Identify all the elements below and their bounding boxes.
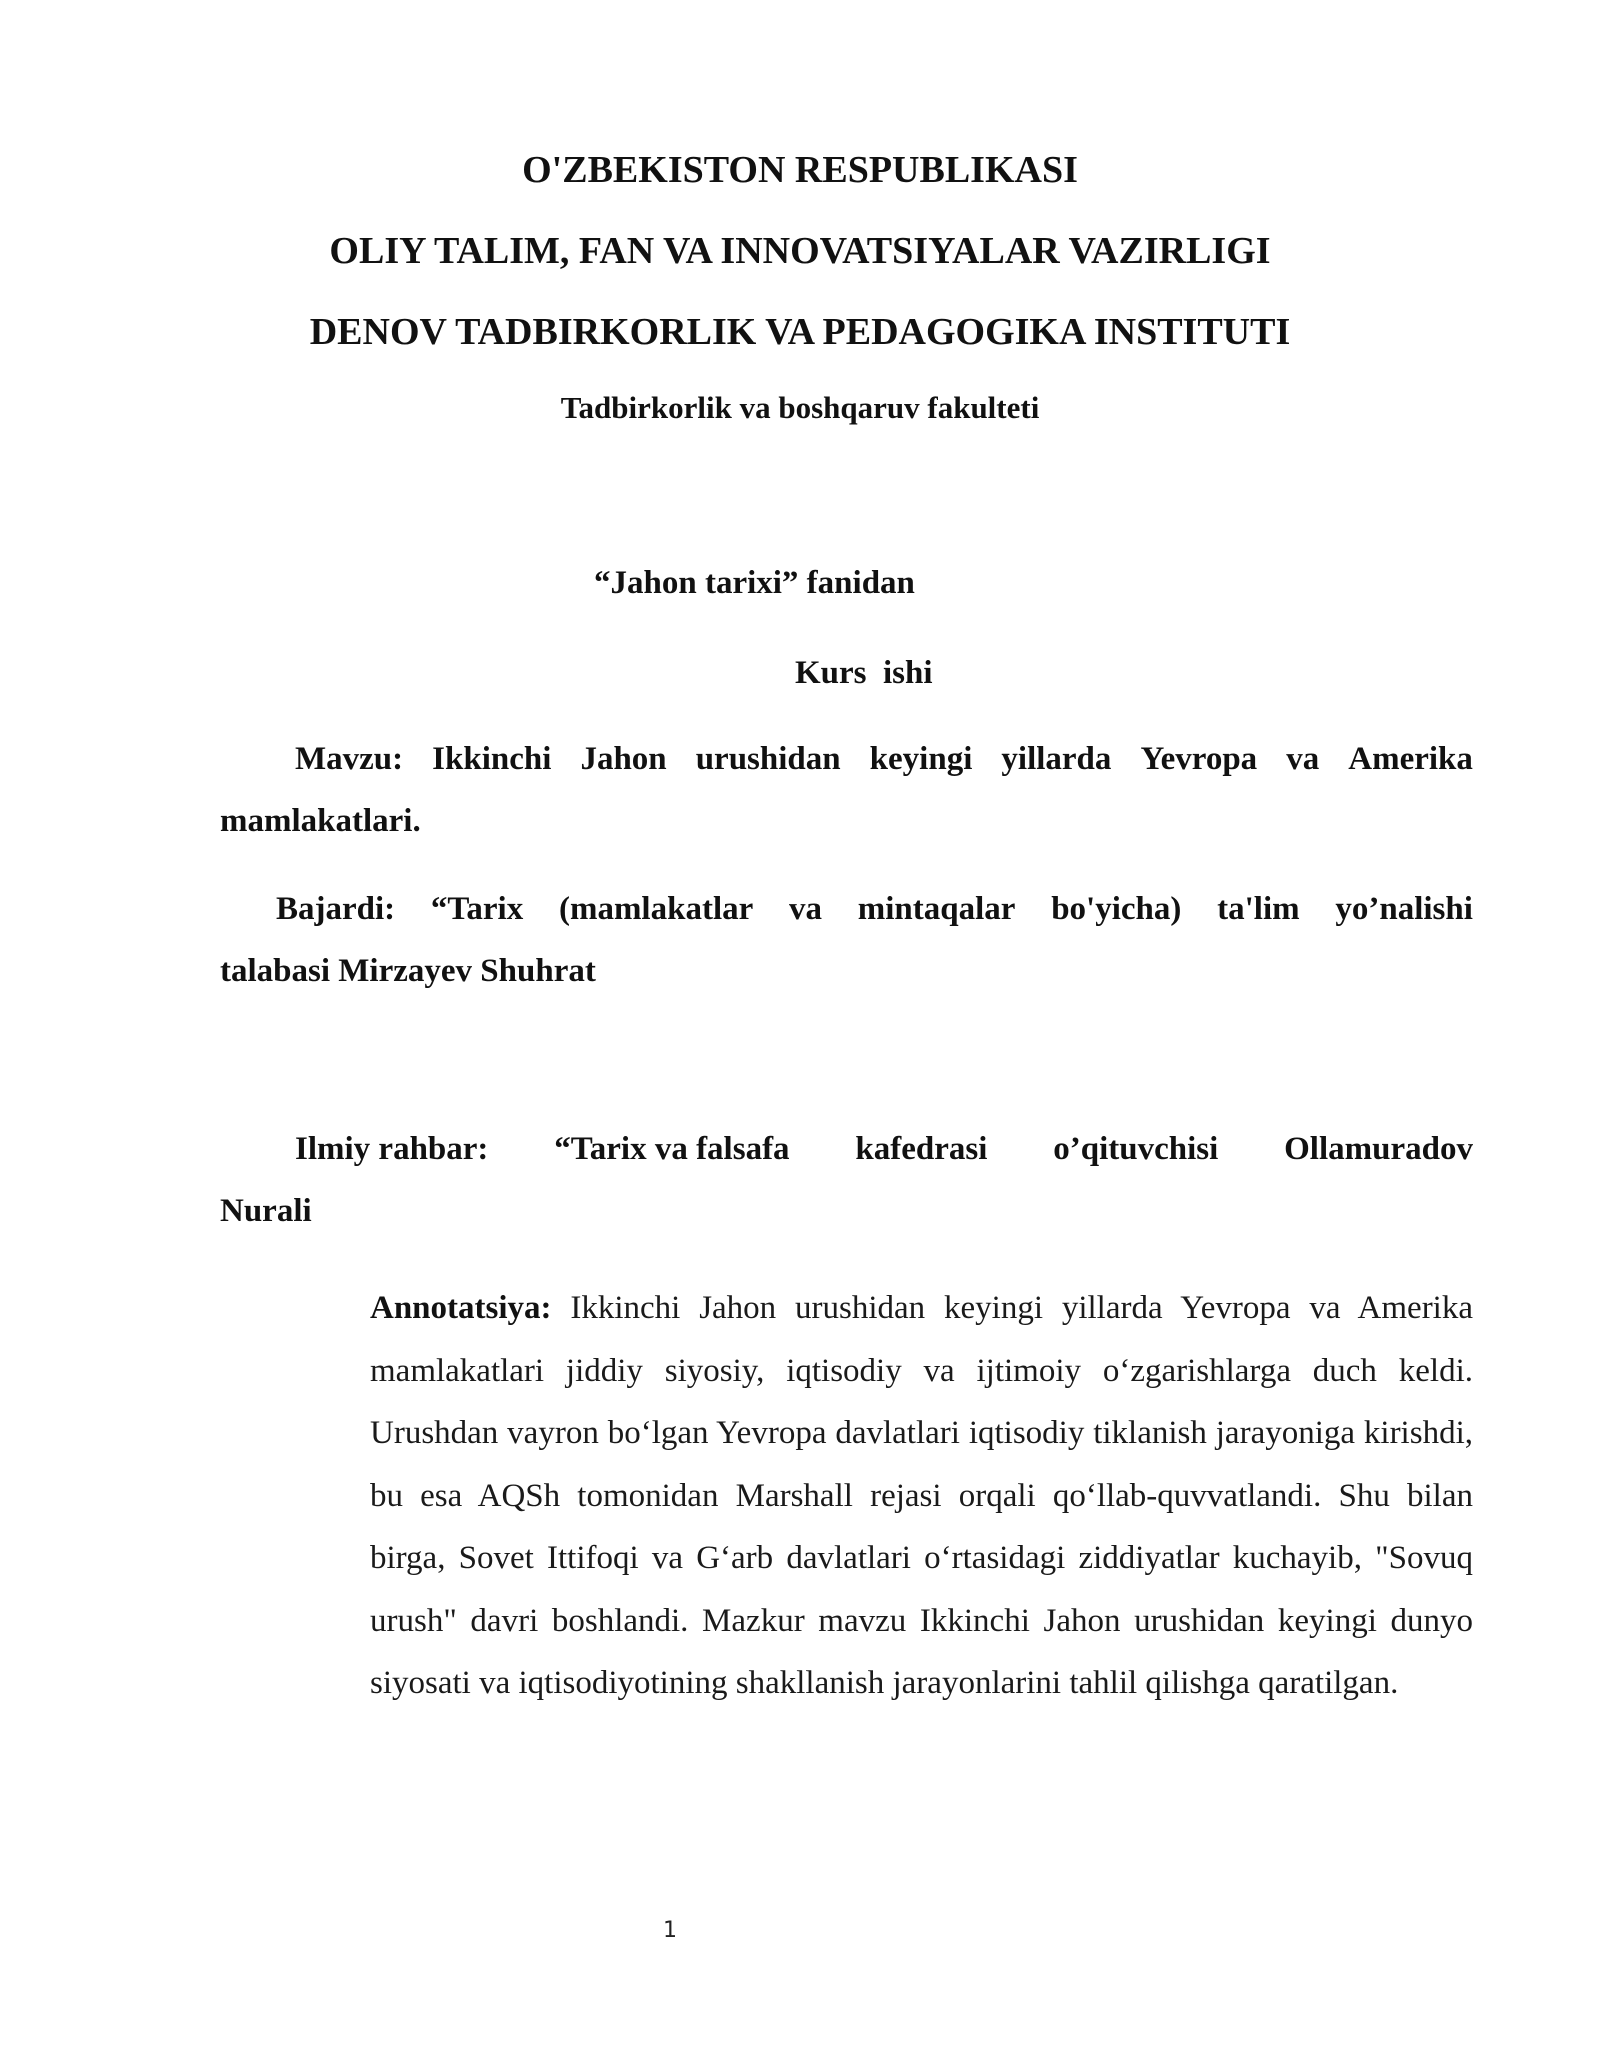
performer-word: bo'yicha) [1051, 891, 1182, 927]
supervisor-first-line [220, 1118, 1473, 1180]
topic-word: yillarda [1001, 741, 1112, 777]
topic-word: urushidan [695, 741, 841, 777]
supervisor-word: Ollamuradov [1284, 1131, 1473, 1167]
header-country: O'ZBEKISTON RESPUBLIKASI [522, 149, 1078, 191]
topic-word: Jahon [580, 741, 667, 777]
performer-block [220, 878, 1473, 1002]
supervisor-block [220, 1118, 1473, 1242]
supervisor-continuation: Nurali [220, 1193, 312, 1229]
performer-word: va [789, 891, 823, 927]
supervisor-word: kafedrasi [855, 1131, 988, 1167]
header-ministry: OLIY TALIM, FAN VA INNOVATSIYALAR VAZIRLIGI [329, 230, 1271, 272]
performer-word: yo’nalishi [1335, 891, 1473, 927]
subject-title: “Jahon tarixi” fanidan [594, 565, 915, 601]
supervisor-label: Ilmiy rahbar: [295, 1131, 489, 1167]
topic-word: va [1286, 741, 1320, 777]
performer-word: “Tarix [430, 891, 524, 927]
performer-word: ta'lim [1217, 891, 1300, 927]
performer-word: mintaqalar [857, 891, 1016, 927]
topic-word: Amerika [1348, 741, 1473, 777]
topic-first-line [220, 728, 1473, 790]
work-type: Kurs ishi [795, 655, 933, 691]
supervisor-word: “Tarix va falsafa [554, 1131, 790, 1167]
annotation-paragraph [370, 1277, 1473, 1715]
performer-first-line [220, 878, 1473, 940]
performer-word: (mamlakatlar [558, 891, 754, 927]
topic-word: Ikkinchi [432, 741, 552, 777]
topic-word: Yevropa [1140, 741, 1258, 777]
performer-label: Bajardi: [276, 891, 396, 927]
header-institute: DENOV TADBIRKORLIK VA PEDAGOGIKA INSTITUTI [309, 311, 1291, 353]
topic-label: Mavzu: [295, 741, 404, 777]
performer-continuation: talabasi Mirzayev Shuhrat [220, 953, 596, 989]
header-faculty: Tadbirkorlik va boshqaruv fakulteti [560, 390, 1040, 425]
annotation-label: Annotatsiya: [370, 1290, 552, 1326]
supervisor-word: o’qituvchisi [1053, 1131, 1219, 1167]
page-number: 1 [663, 1918, 677, 1943]
topic-continuation: mamlakatlari. [220, 803, 421, 839]
topic-word: keyingi [869, 741, 973, 777]
annotation-text: Ikkinchi Jahon urushidan keyingi yillarda Yevropa va Amerika mamlakatlari jiddiy siyosiy, iqtisodiy va ijtimoiy o‘zgarishlarga duch keldi. Urushdan vayron bo‘lgan Yevropa davlatlari iqtisodiy tiklanish jarayoniga kirishdi, bu esa AQSh tomonidan Marshall rejasi orqali qo‘llab-quvvatlandi. Shu bilan birga, Sovet Ittifoqi va G‘arb davlatlari o‘rtasidagi ziddiyatlar kuchayib, "Sovuq urush" davri boshlandi. Mazkur mavzu Ikkinchi Jahon urushidan keyingi dunyo siyosati va iqtisodiyotining shakllanish jarayonlarini tahlil qilishga qaratilgan. [370, 1290, 1474, 1701]
topic-block [220, 728, 1473, 852]
